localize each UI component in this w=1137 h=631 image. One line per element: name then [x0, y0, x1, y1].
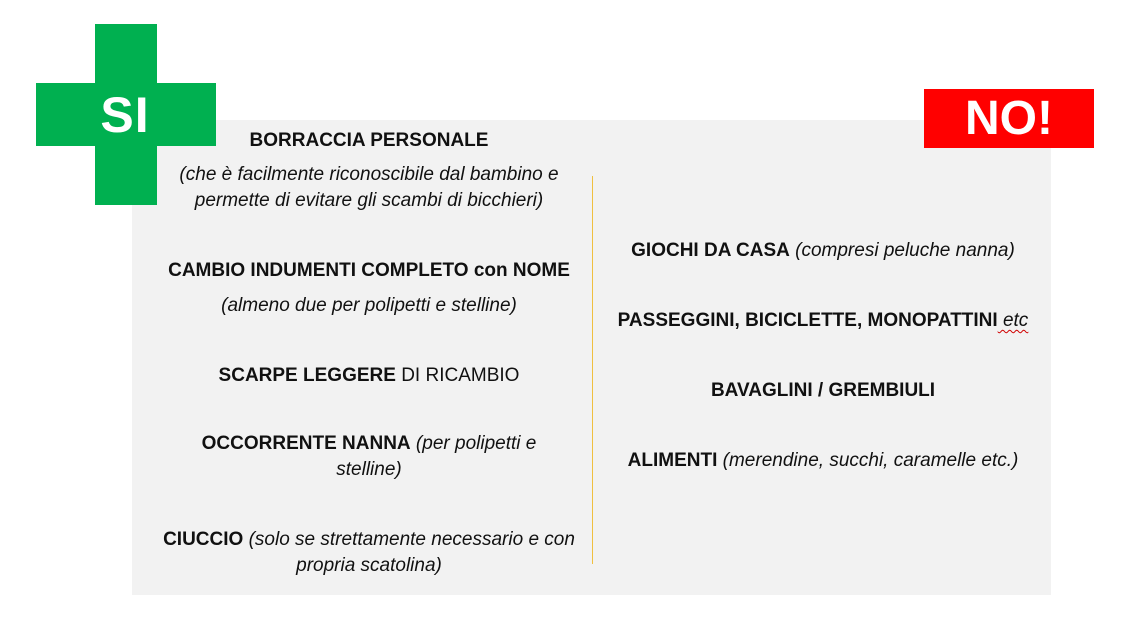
yes-item-title: SCARPE LEGGERE: [218, 365, 396, 386]
yes-item-title: BORRACCIA PERSONALE: [249, 130, 489, 151]
no-item-title: ALIMENTI: [627, 450, 718, 471]
no-item-giochi: [598, 238, 1048, 264]
yes-item-rest: DI RICAMBIO: [395, 365, 520, 386]
no-badge: [924, 89, 1094, 148]
no-item-note: etc: [997, 310, 1029, 331]
no-item-title: PASSEGGINI, BICICLETTE, MONOPATTINI: [617, 310, 998, 331]
yes-item-borraccia: [150, 128, 588, 214]
no-item-alimenti: [598, 448, 1048, 474]
yes-item-cambio: [150, 258, 588, 319]
yes-item-title: OCCORRENTE NANNA: [201, 433, 411, 454]
no-badge-label: NO!: [965, 92, 1053, 145]
yes-badge-label: SI: [100, 86, 150, 143]
yes-item-note: (per polipetti e stelline): [336, 433, 537, 480]
yes-item-note: (solo se strettamente necessario e con propria scatolina): [243, 529, 575, 576]
no-item-note: (compresi peluche nanna): [789, 240, 1015, 261]
yes-item-scarpe: [150, 363, 588, 389]
no-item-note: (merendine, succhi, caramelle etc.): [717, 450, 1019, 471]
yes-item-note: (che è facilmente riconoscibile dal bambino e permette di evitare gli scambi di bicchieri): [179, 164, 559, 211]
yes-item-ciuccio: [160, 527, 578, 579]
no-item-title: GIOCHI DA CASA: [631, 240, 790, 261]
yes-item-nanna: [180, 431, 558, 483]
yes-item-note: (almeno due per polipetti e stelline): [221, 295, 517, 316]
no-item-bavaglini: [598, 378, 1048, 404]
yes-item-title: CAMBIO INDUMENTI COMPLETO con NOME: [168, 260, 570, 281]
no-item-passeggini: [598, 308, 1048, 334]
yes-item-title: CIUCCIO: [163, 529, 244, 550]
no-item-title: BAVAGLINI / GREMBIULI: [710, 380, 936, 401]
column-divider: [592, 176, 593, 564]
